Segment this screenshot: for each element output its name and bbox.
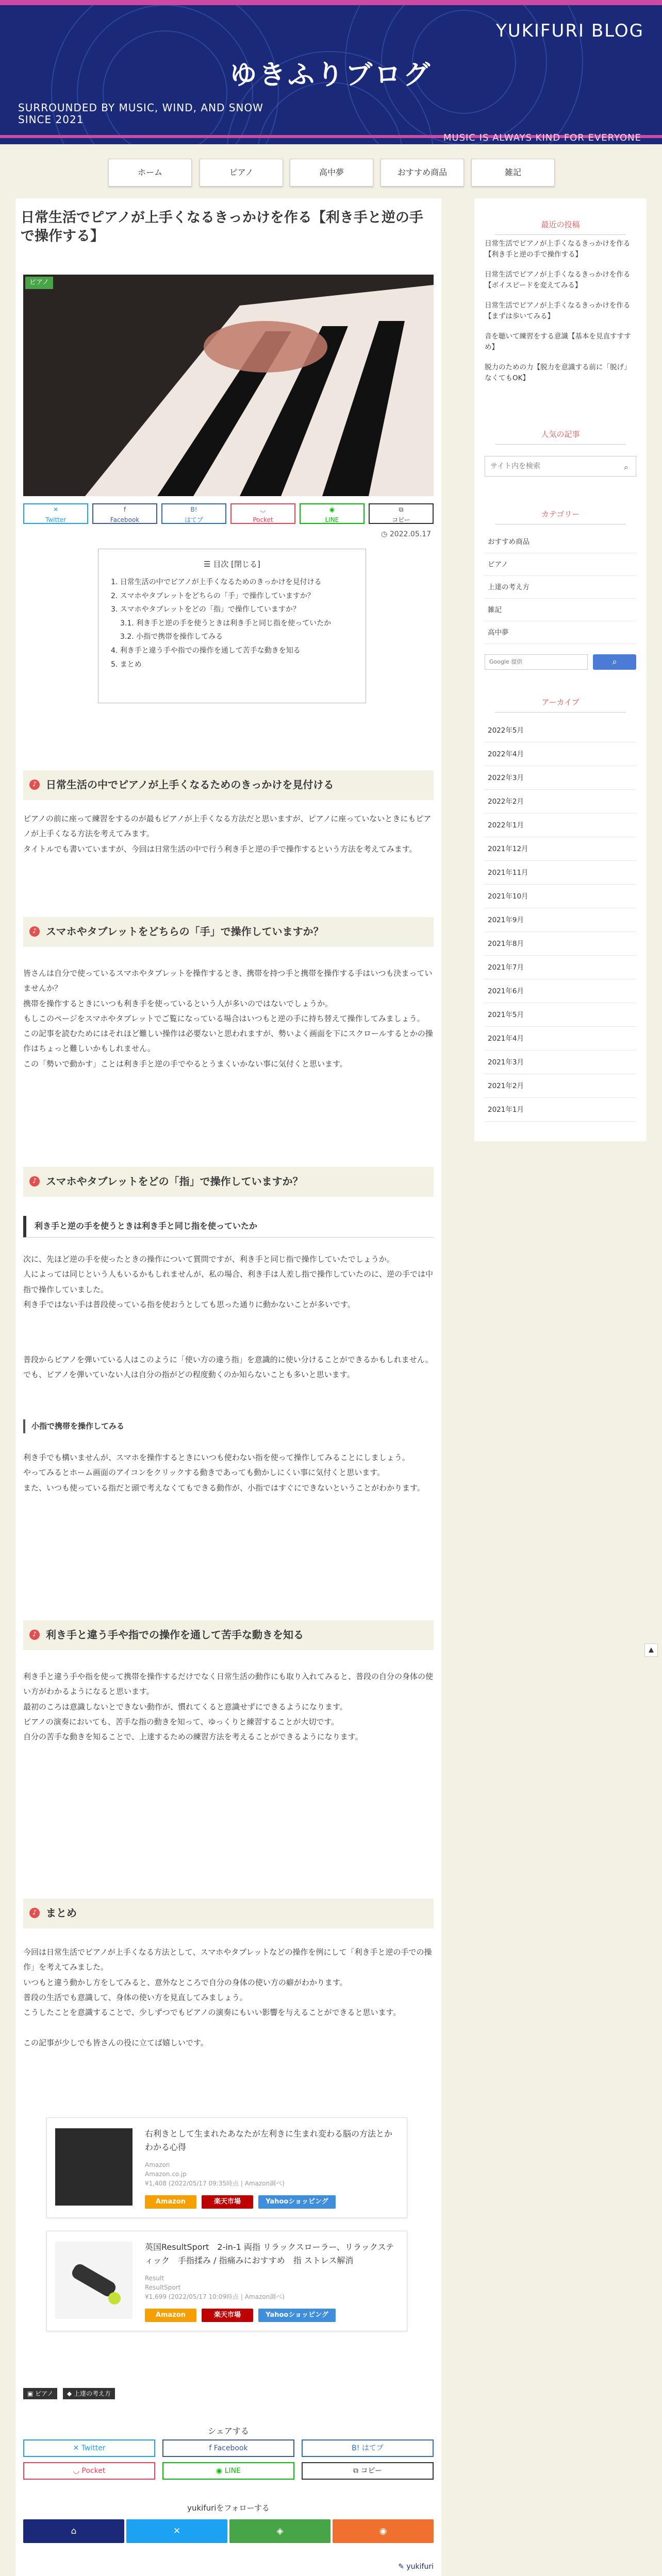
paragraph: 皆さんは自分で使っているスマホやタブレットを操作するとき、携帯を持つ手と携帯を操作する手はいつも決まっていませんか？ 携帯を操作するときにいつも利き手を使っているという人が多いのではないでしょうか。 もしこのページをスマホやタブレットでご覧になっている場合はいつもと逆の手に持ち替えて操作してみましょう。 この記事を読むためにはそれほど難しい操作は必要ないと思われますが、勢いよく画面を下にスクロールするとかの操作はちょっと難しいかもしれません。 この「勢いで動かす」ことは利き手と逆の手でやるとうまくいかない事に気付くと思います。 bbox=[23, 969, 433, 1069]
toc-item[interactable]: 5. まとめ bbox=[111, 660, 142, 669]
music-note-icon: ♪ bbox=[29, 926, 40, 937]
archive-link[interactable]: 2022年3月 bbox=[485, 766, 636, 790]
toc-item[interactable]: 3. スマホやタブレットをどの「指」で操作していますか？ bbox=[111, 605, 300, 614]
product-title[interactable]: 右利きとして生まれたあなたが左利きに生まれ変わる脳の方法とかわかる心得 bbox=[145, 2129, 393, 2152]
search-icon[interactable]: ⌕ bbox=[624, 462, 628, 472]
recent-posts-heading: 最近の投稿 bbox=[485, 218, 636, 232]
pen-icon: ✎ bbox=[398, 2563, 407, 2571]
share-line-button[interactable]: ◉ LINE bbox=[300, 503, 365, 524]
chevron-up-icon: ▲ bbox=[649, 1646, 654, 1654]
section-heading: ♪ スマホやタブレットをどの「指」で操作していますか？ bbox=[23, 1167, 434, 1197]
tag-improve[interactable]: ◆ 上達の考え方 bbox=[63, 2388, 115, 2399]
share-pocket-button[interactable]: ◡ Pocket bbox=[230, 503, 295, 524]
archive-link[interactable]: 2021年11月 bbox=[485, 861, 636, 885]
archive-link[interactable]: 2021年4月 bbox=[485, 1027, 636, 1050]
product-image bbox=[55, 2128, 133, 2206]
subsubsection-heading: 小指で携帯を操作してみる bbox=[23, 1419, 434, 1433]
archive-link[interactable]: 2021年9月 bbox=[485, 908, 636, 932]
paragraph: 利き手でも構いませんが、スマホを操作するときにいつも使わない指を使って操作してみることにしましょう。 やってみるとホーム画面のアイコンをクリックする動きであっても動かしにくい事に気付くと思います。 また、いつも使っている指だと頭で考えなくてもできる動作が、小指ではすぐにできないということがわかります。 bbox=[23, 1453, 425, 1493]
archive-link[interactable]: 2021年5月 bbox=[485, 1003, 636, 1027]
toc-item[interactable]: 1. 日常生活の中でピアノが上手くなるためのきっかけを見付ける bbox=[111, 578, 322, 586]
section-heading: ♪ 日常生活の中でピアノが上手くなるためのきっかけを見付ける bbox=[23, 770, 434, 800]
recent-post-link[interactable]: 音を聴いて練習をする意識【基本を見直すすすめ】 bbox=[485, 332, 631, 351]
archive-link[interactable]: 2021年1月 bbox=[485, 1098, 636, 1122]
site-header bbox=[0, 0, 662, 144]
product-title[interactable]: 英国ResultSport 2-in-1 両指 リラックスローラー、リラックスティック 手指揉み / 指痛みにおすすめ 指 ストレス解消 bbox=[145, 2242, 394, 2265]
google-search-button[interactable] bbox=[593, 654, 636, 670]
amazon-button[interactable]: Amazon bbox=[145, 2195, 196, 2209]
share-pocket-button[interactable]: ◡ Pocket bbox=[23, 2462, 155, 2480]
share-copy-button[interactable]: ⧉ コピー bbox=[369, 503, 434, 524]
recent-post-link[interactable]: 日常生活でピアノが上手くなるきっかけを作る【まずは歩いてみる】 bbox=[485, 301, 631, 320]
paragraph: 今回は日常生活でピアノが上手くなる方法として、スマホやタブレットなどの操作を例にして「利き手と逆の手での操作」を考えてみました。 いつもと違う動かし方をしてみると、意外なところで自分の身体の使い方の癖がわかります。 普段の生活でも意識して、身体の使い方を見直してみましょう。 こうしたことを意識することで、少しずつでもピアノの演奏にもいい影響を与えることができると思います。 この記事が少しでも皆さんの役に立てば嬉しいです。 bbox=[23, 1947, 432, 2047]
music-note-icon: ♪ bbox=[29, 1630, 40, 1640]
sidebar bbox=[474, 198, 647, 1141]
author-link[interactable]: ✎ yukifuri bbox=[398, 2563, 434, 2571]
paragraph: ピアノの前に座って練習をするのが最もピアノが上手くなる方法だと思いますが、ピアノに座っていないときにもピアノが上手くなる方法を考えてみます。 タイトルでも書いていますが、今回は日常生活の中で行う利き手と逆の手で操作するという方法を考えてみます。 bbox=[23, 814, 432, 854]
nav-misc[interactable]: 雑記 bbox=[471, 159, 555, 187]
subsection-heading: 利き手と逆の手を使うときは利き手と同じ指を使っていたか bbox=[23, 1216, 434, 1238]
product-image bbox=[55, 2242, 133, 2319]
post-title: 日常生活でピアノが上手くなるきっかけを作る【利き手と逆の手で操作する】 bbox=[21, 210, 423, 245]
follow-twitter-button[interactable] bbox=[126, 2519, 227, 2543]
category-heading: カテゴリー bbox=[485, 507, 636, 521]
follow-heading: yukifuriをフォローする bbox=[187, 2503, 270, 2513]
header-brand[interactable]: YUKIFURI BLOG bbox=[495, 21, 644, 41]
recent-post-link[interactable]: 脱力のための力【脱力を意識する前に「脱げ」なくてもOK】 bbox=[485, 363, 631, 382]
table-of-contents bbox=[98, 549, 366, 703]
google-search-input[interactable]: Google 提供 bbox=[485, 654, 588, 670]
category-tag[interactable]: ピアノ bbox=[25, 277, 53, 289]
header-top-stripe bbox=[0, 0, 662, 5]
share-twitter-button[interactable]: ✕ Twitter bbox=[23, 2439, 155, 2457]
toc-item[interactable]: 4. 利き手と違う手や指での操作を通して苦手な動きを知る bbox=[111, 646, 301, 655]
rakuten-button[interactable]: 楽天市場 bbox=[202, 2309, 253, 2322]
follow-feedly-button[interactable] bbox=[229, 2519, 330, 2543]
twitter-icon: ✕ bbox=[73, 2444, 81, 2452]
article bbox=[15, 198, 441, 2576]
recent-post-link[interactable]: 日常生活でピアノが上手くなるきっかけを作る【ボイスピードを変えてみる】 bbox=[485, 270, 631, 290]
share-facebook-button[interactable]: f Facebook bbox=[92, 503, 157, 524]
share-hatena-button[interactable]: B! はてブ bbox=[302, 2439, 434, 2457]
nav-takanaka[interactable]: 高中夢 bbox=[290, 159, 373, 187]
eyecatch-image bbox=[23, 275, 434, 496]
category-link[interactable]: 雑記 bbox=[485, 599, 636, 621]
piano-keys-photo bbox=[23, 275, 434, 496]
site-search-input[interactable] bbox=[485, 456, 636, 477]
toc-item[interactable]: 3.1. 利き手と逆の手を使うときは利き手と同じ指を使っていたか bbox=[120, 619, 332, 628]
product-meta: Amazon Amazon.co.jp ¥1,408 (2022/05/17 09:35時点 | Amazon調べ) bbox=[145, 2161, 285, 2187]
product-meta: Result ResultSport ¥1,699 (2022/05/17 10:09時点 | Amazon調べ) bbox=[145, 2275, 285, 2300]
archive-link[interactable]: 2021年8月 bbox=[485, 932, 636, 956]
share-heading: シェアする bbox=[208, 2426, 249, 2436]
archive-link[interactable]: 2021年2月 bbox=[485, 1074, 636, 1098]
search-icon: ⌕ bbox=[612, 657, 617, 667]
nav-recommend[interactable]: おすすめ商品 bbox=[380, 159, 464, 187]
section-heading: ♪ スマホやタブレットをどちらの「手」で操作していますか？ bbox=[23, 917, 434, 947]
header-subtitle: SURROUNDED BY MUSIC, WIND, AND SNOW SINCE 2021 bbox=[18, 101, 263, 126]
twitter-icon: ✕ bbox=[173, 2526, 181, 2536]
archive-link[interactable]: 2021年10月 bbox=[485, 885, 636, 908]
rakuten-button[interactable]: 楽天市場 bbox=[202, 2195, 253, 2209]
tag-icon: ◆ bbox=[67, 2390, 74, 2397]
paragraph: 次に、先ほど逆の手を使ったときの操作について質問ですが、利き手と同じ指で操作していたでしょうか。 人によっては同じという人もいるかもしれませんが、私の場合、利き手は人差し指で操作していたのに、逆の手では中指で操作していました。 利き手ではない手は普段使っている指を使おうとしても思った通りに動かないことが多いです。 bbox=[23, 1255, 434, 1309]
yahoo-button[interactable]: Yahooショッピング bbox=[258, 2195, 336, 2209]
paragraph: 利き手と違う手や指を使って携帯を操作するだけでなく日常生活の動作にも取り入れてみると、普段の自分の身体の使い方がわかるようになると思います。 最初のころは意識しないとできない動作が、慣れてくると意識せずにできるようになります。 ピアノの演奏においても、苦手な指の動きを知って、ゆっくりと練習することが大切です。 自分の苦手な動きを知ることで、上達するための練習方法を考えることができるようになります。 bbox=[23, 1672, 434, 1741]
post-date: ◷ 2022.05.17 bbox=[381, 530, 431, 538]
share-line-button[interactable]: ◉ LINE bbox=[162, 2462, 294, 2480]
global-nav bbox=[0, 159, 662, 190]
paragraph: 普段からピアノを弾いている人はこのように「使い方の違う指」を意識的に使い分けることができるかもしれません。 でも、ピアノを弾いていない人は自分の指がどの程度動くのか知らないことも多いと思います。 bbox=[23, 1355, 433, 1380]
archive-link[interactable]: 2022年4月 bbox=[485, 742, 636, 766]
product-card[interactable] bbox=[46, 2231, 407, 2331]
folder-icon: ▣ bbox=[27, 2390, 36, 2397]
list-icon: ☰ bbox=[204, 560, 213, 569]
yahoo-button[interactable]: Yahooショッピング bbox=[258, 2309, 336, 2322]
toc-heading[interactable]: ☰ 目次 [閉じる] bbox=[204, 560, 260, 569]
music-note-icon: ♪ bbox=[29, 1176, 40, 1187]
category-link[interactable]: 高中夢 bbox=[485, 621, 636, 644]
archive-link[interactable]: 2021年12月 bbox=[485, 837, 636, 861]
share-copy-button[interactable]: ⧉ コピー bbox=[302, 2462, 434, 2480]
archive-link[interactable]: 2022年1月 bbox=[485, 814, 636, 837]
archive-link[interactable]: 2022年5月 bbox=[485, 719, 636, 742]
tag-piano[interactable]: ▣ ピアノ bbox=[23, 2388, 57, 2399]
archive-link[interactable]: 2022年2月 bbox=[485, 790, 636, 814]
header-motto: MUSIC IS ALWAYS KIND FOR EVERYONE bbox=[443, 132, 641, 143]
archive-link[interactable]: 2021年3月 bbox=[485, 1050, 636, 1074]
home-icon: ⌂ bbox=[71, 2526, 77, 2536]
follow-rss-button[interactable] bbox=[333, 2519, 434, 2543]
share-twitter-button[interactable]: ✕ Twitter bbox=[23, 503, 88, 524]
back-to-top-button[interactable] bbox=[644, 1643, 658, 1657]
nav-home[interactable]: ホーム bbox=[108, 159, 192, 187]
archive-link[interactable]: 2021年6月 bbox=[485, 979, 636, 1003]
share-hatena-button[interactable]: B! はてブ bbox=[161, 503, 226, 524]
amazon-button[interactable]: Amazon bbox=[145, 2309, 196, 2322]
share-facebook-button[interactable]: f Facebook bbox=[162, 2439, 294, 2457]
section-heading: ♪ まとめ bbox=[23, 1899, 434, 1928]
pocket-icon: ◡ bbox=[73, 2467, 82, 2475]
archive-link[interactable]: 2021年7月 bbox=[485, 956, 636, 979]
category-link[interactable]: おすすめ商品 bbox=[485, 531, 636, 553]
music-note-icon: ♪ bbox=[29, 1908, 40, 1918]
product-card[interactable] bbox=[46, 2117, 407, 2218]
toc-item[interactable]: 2. スマホやタブレットをどちらの「手」で操作していますか？ bbox=[111, 591, 315, 600]
facebook-icon: f bbox=[209, 2444, 214, 2452]
line-icon: ◉ bbox=[216, 2467, 225, 2475]
category-link[interactable]: 上達の考え方 bbox=[485, 576, 636, 599]
recent-post-link[interactable]: 日常生活でピアノが上手くなるきっかけを作る【利き手と逆の手で操作する】 bbox=[485, 240, 631, 259]
section-heading: ♪ 利き手と違う手や指での操作を通して苦手な動きを知る bbox=[23, 1620, 434, 1650]
site-title[interactable]: ゆきふりブログ bbox=[229, 60, 432, 91]
nav-piano[interactable]: ピアノ bbox=[200, 159, 283, 187]
music-note-icon: ♪ bbox=[29, 779, 40, 790]
clock-icon: ◷ bbox=[381, 530, 390, 538]
category-link[interactable]: ピアノ bbox=[485, 553, 636, 576]
hatena-icon: B! bbox=[352, 2444, 362, 2452]
popular-heading: 人気の記事 bbox=[485, 428, 636, 442]
archive-heading: アーカイブ bbox=[485, 696, 636, 709]
feedly-icon: ◈ bbox=[276, 2526, 284, 2536]
rss-icon: ◉ bbox=[379, 2526, 387, 2536]
toc-item[interactable]: 3.2. 小指で携帯を操作してみる bbox=[120, 633, 223, 641]
copy-icon: ⧉ bbox=[353, 2467, 361, 2475]
follow-home-button[interactable] bbox=[23, 2519, 124, 2543]
